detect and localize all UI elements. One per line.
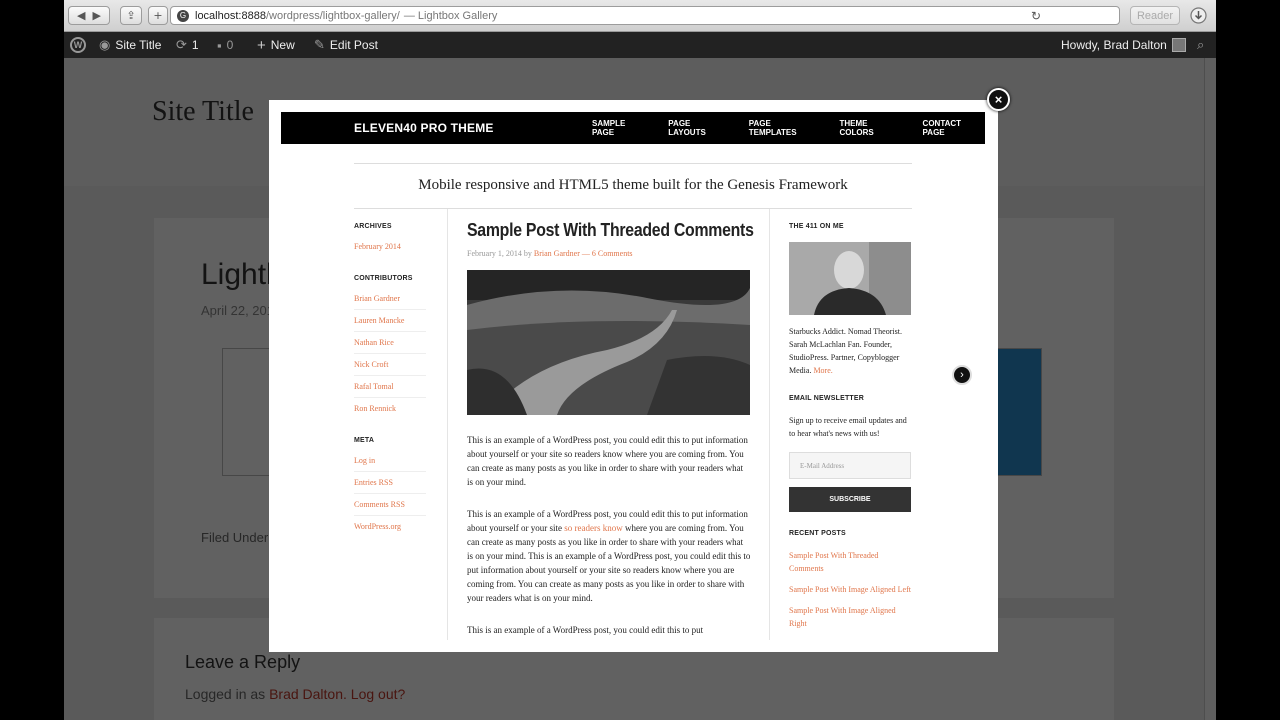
right-sidebar	[789, 223, 911, 638]
post-by: by	[521, 249, 534, 258]
contributor-link: Ron Rennick	[354, 404, 396, 413]
recent-post-link: Sample Post With Image Aligned Right	[789, 606, 896, 628]
paragraph-text: This is an example of a WordPress post, you could edit this to put information about yourself or your site	[467, 509, 748, 533]
contributor-link: Rafal Tomal	[354, 382, 426, 398]
pencil-icon: ✎	[314, 37, 325, 52]
download-icon[interactable]	[1188, 6, 1209, 25]
post-paragraph	[467, 507, 751, 605]
wordpress-logo-icon: W	[70, 37, 86, 53]
meta-link: Log in	[354, 456, 426, 472]
updates-count: 1	[191, 38, 199, 52]
contributor-link: Nick Croft	[354, 360, 426, 376]
dashboard-icon: ◉	[99, 37, 111, 52]
howdy-label: Howdy, Brad Dalton	[1061, 38, 1167, 52]
updates-icon: ⟳	[176, 37, 187, 52]
plus-icon: +	[153, 9, 163, 22]
bio-more-link: More.	[813, 366, 833, 375]
post-author: Brian Gardner	[533, 249, 580, 258]
inline-link: so readers know	[564, 523, 623, 533]
browser-window	[64, 0, 1216, 720]
contributor-link: Lauren Mancke	[354, 316, 426, 332]
widget-title: META	[354, 437, 375, 444]
url-title: — Lightbox Gallery	[403, 9, 498, 22]
archive-link: February 2014	[354, 242, 401, 251]
nav-item: PAGE LAYOUTS	[668, 119, 706, 137]
lightbox-image	[281, 112, 985, 640]
post-title: Sample Post With Threaded Comments	[467, 220, 754, 240]
contributor-link: Nathan Rice	[354, 338, 426, 354]
divider	[354, 208, 912, 209]
plus-icon: +	[257, 36, 266, 54]
post-content	[467, 220, 754, 637]
wp-logo-menu[interactable]	[70, 32, 86, 58]
post-sep: —	[579, 249, 592, 258]
nav-item: THEME COLORS	[839, 119, 874, 137]
widget-title: CONTRIBUTORS	[354, 275, 413, 282]
divider	[354, 163, 912, 164]
post-paragraph: This is an example of a WordPress post, you could edit this to put information about yourself or your site so readers know where you are coming from. You can create as many posts as you like in order to share with your readers what is on your mind.	[467, 435, 748, 487]
close-icon[interactable]: ×	[987, 88, 1010, 111]
lightbox	[269, 100, 998, 652]
nav-item: SAMPLE PAGE	[592, 119, 626, 137]
back-forward-buttons[interactable]	[68, 6, 110, 25]
wp-admin-bar	[64, 32, 1216, 58]
post-paragraph: This is an example of a WordPress post, you could edit this to put	[467, 625, 704, 635]
paragraph-text: where you are coming from. You can create as many posts as you like in order to share with your readers what is on your mind. This is an example of a WordPress post, you could edit this to put information about yourself or your site so readers know where you are coming from. You can create as many posts as you like in order to share with your readers what is on your mind.	[467, 523, 751, 603]
reload-icon[interactable]: ↻	[1030, 9, 1041, 23]
comments-menu[interactable]	[217, 32, 233, 58]
avatar	[1172, 38, 1186, 52]
widget-title: EMAIL NEWSLETTER	[789, 395, 865, 402]
admin-search[interactable]	[1197, 32, 1204, 58]
new-content-menu[interactable]	[257, 32, 295, 58]
share-button[interactable]	[120, 6, 142, 25]
comments-icon: ▪	[217, 37, 222, 53]
new-tab-button[interactable]	[148, 6, 168, 25]
search-icon: ⌕	[1197, 37, 1205, 52]
left-sidebar	[354, 223, 426, 543]
forward-icon[interactable]: ▶	[92, 9, 101, 22]
edit-post-menu[interactable]	[314, 32, 378, 58]
site-title-menu[interactable]	[99, 32, 161, 58]
post-date: February 1, 2014	[467, 249, 522, 258]
author-photo	[789, 242, 911, 315]
url-host: localhost:8888	[195, 9, 266, 22]
bio-text: Starbucks Addict. Nomad Theorist. Sarah McLachlan Fan. Founder, StudioPress. Partner, Copyblogger Media.	[789, 327, 902, 375]
my-account-menu[interactable]	[1061, 32, 1186, 58]
post-road-image	[467, 270, 750, 415]
meta-link: Comments RSS	[354, 500, 426, 516]
updates-menu[interactable]	[176, 32, 199, 58]
newsletter-text: Sign up to receive email updates and to hear what's news with us!	[789, 416, 907, 438]
url-path: /wordpress/lightbox-gallery/	[265, 9, 400, 22]
author-bio	[789, 325, 911, 377]
theme-header	[281, 112, 985, 144]
new-label: New	[270, 38, 295, 52]
site-title-label: Site Title	[115, 38, 162, 52]
post-meta	[467, 249, 751, 258]
meta-link: WordPress.org	[354, 522, 401, 531]
divider	[769, 209, 770, 640]
site-icon: G	[177, 10, 189, 22]
meta-link: Entries RSS	[354, 478, 426, 494]
browser-toolbar	[64, 0, 1216, 32]
divider	[447, 209, 448, 640]
theme-nav	[592, 112, 985, 144]
subscribe-button: SUBSCRIBE	[789, 487, 911, 512]
next-arrow-icon[interactable]: ›	[952, 365, 972, 385]
address-bar[interactable]	[170, 6, 1120, 25]
nav-item: PAGE TEMPLATES	[748, 119, 797, 137]
recent-post-link: Sample Post With Threaded Comments	[789, 551, 879, 573]
back-icon[interactable]: ◀	[77, 9, 86, 22]
comments-count: 0	[226, 38, 234, 52]
widget-title: ARCHIVES	[354, 223, 392, 230]
widget-title: RECENT POSTS	[789, 530, 846, 537]
edit-post-label: Edit Post	[329, 38, 378, 52]
reader-button[interactable]: Reader	[1130, 6, 1180, 25]
theme-name: ELEVEN40 PRO THEME	[354, 121, 494, 135]
nav-item: CONTACT PAGE	[922, 119, 962, 137]
widget-title: THE 411 ON ME	[789, 223, 844, 230]
post-comments: 6 Comments	[591, 249, 633, 258]
email-field: E-Mail Address	[789, 452, 911, 479]
recent-post-link: Sample Post With Image Aligned Left	[789, 585, 911, 594]
theme-tagline: Mobile responsive and HTML5 theme built for the Genesis Framework	[418, 177, 848, 193]
contributor-link: Brian Gardner	[354, 294, 426, 310]
share-icon: ⇪	[126, 9, 136, 22]
